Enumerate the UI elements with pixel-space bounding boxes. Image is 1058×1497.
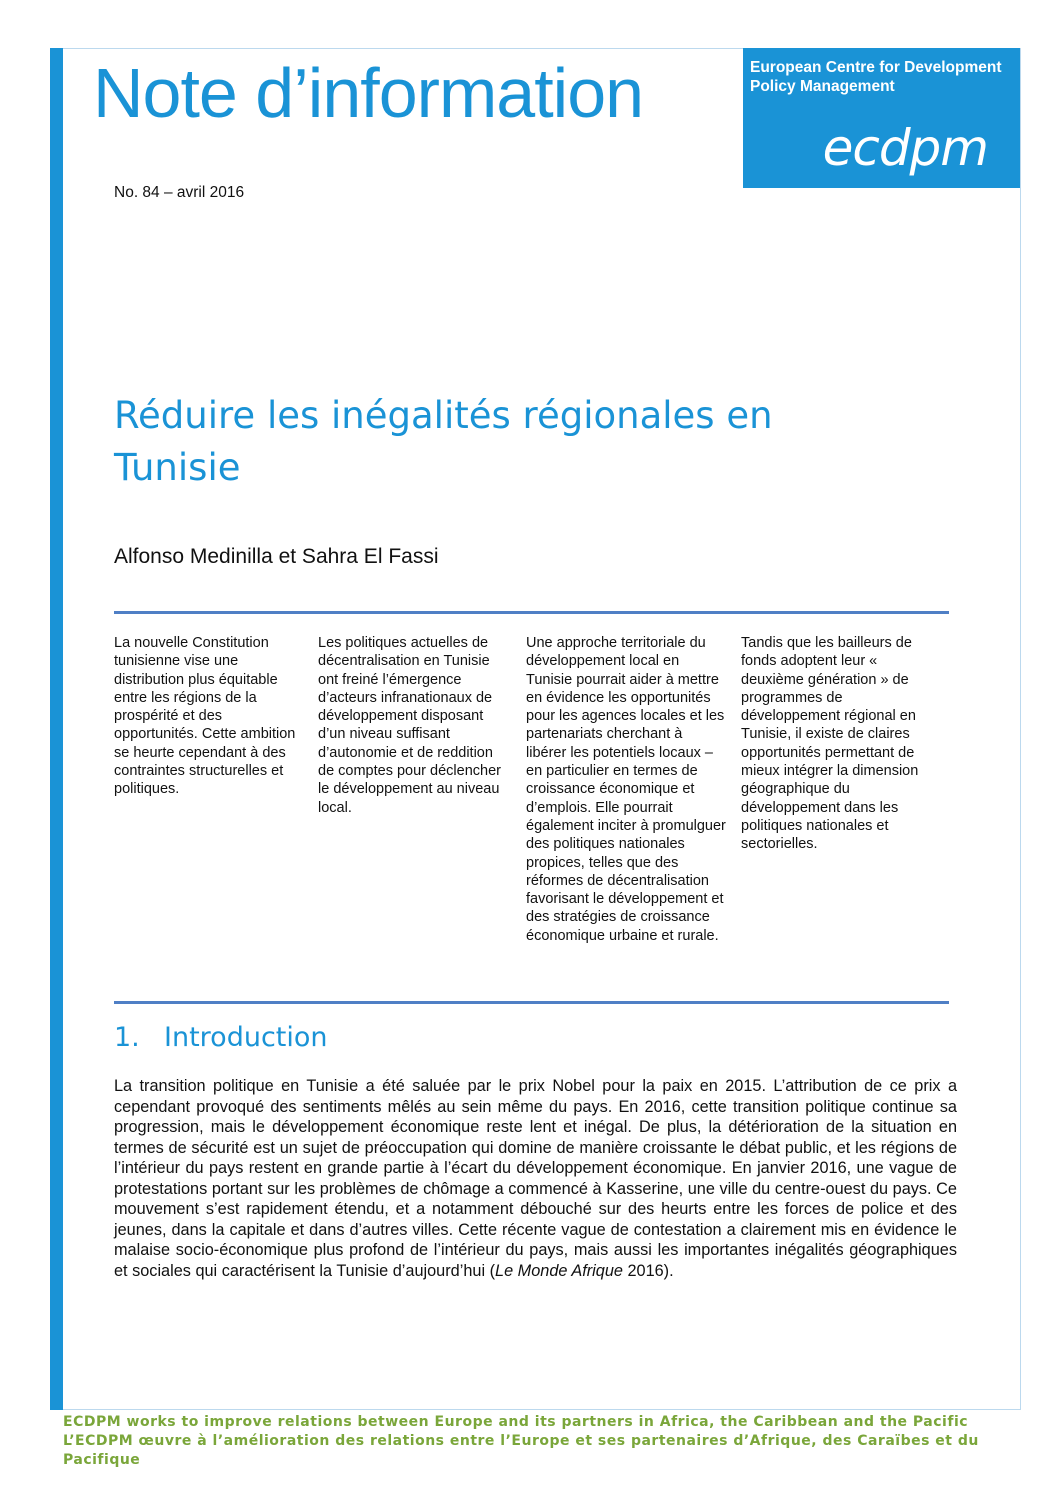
section-body-paragraph bbox=[114, 1076, 957, 1281]
logo-org-name bbox=[750, 58, 1002, 96]
masthead-title: Note d’information bbox=[93, 54, 644, 132]
page-frame-right bbox=[1020, 48, 1021, 1410]
body-text-end: 2016). bbox=[622, 1261, 674, 1280]
summary-column-4: Tandis que les bailleurs de fonds adoptent leur « deuxième génération » de programmes de développement régional en Tunisie, il existe de claires opportunités permettant de mieux intégrer la dimension géographique du développement dans les politiques nationales et sectorielles. bbox=[741, 635, 919, 853]
title-line2: Tunisie bbox=[114, 446, 241, 489]
ecdpm-logo-mark: ecdpm bbox=[822, 119, 988, 177]
body-citation: Le Monde Afrique bbox=[495, 1261, 623, 1280]
issue-number: No. 84 – avril 2016 bbox=[114, 184, 245, 201]
section-number: 1. bbox=[114, 1022, 140, 1053]
ecdpm-logo-block bbox=[743, 48, 1020, 188]
footer-tagline: ECDPM works to improve relations between Europe and its partners in Africa, the Caribbean and the Pacific L’ECDPM œuvre à l’amélioration des relations entre l’Europe et ses partenaires d’Afrique, des Caraïbes et du Pacifique bbox=[63, 1414, 979, 1468]
summary-column-1: La nouvelle Constitution tunisienne vise une distribution plus équitable entre les régions de la prospérité et des opportunités. Cette ambition se heurte cependant à des contraintes structurelles et politiques. bbox=[114, 635, 296, 798]
section-title: Introduction bbox=[164, 1022, 328, 1053]
logo-org-line1: European Centre for Development bbox=[750, 59, 1002, 76]
summary-bottom-rule bbox=[114, 1001, 949, 1004]
document-title bbox=[114, 390, 954, 494]
summary-column-3: Une approche territoriale du développement local en Tunisie pourrait aider à mettre en évidence les opportunités pour les agences locales et les partenariats cherchant à libérer les potentiels locaux – en particulier en termes de croissance économique et d’emplois. Elle pourrait également inciter à promulguer des politiques nationales propices, telles que des réformes de décentralisation favorisant le développement et des stratégies de croissance économique urbaine et rurale. bbox=[526, 635, 726, 944]
summary-column-2: Les politiques actuelles de décentralisation en Tunisie ont freiné l’émergence d’acteurs infranationaux de développement disposant d’un niveau suffisant d’autonomie et de reddition de comptes pour déclencher le développement au niveau local. bbox=[318, 635, 501, 816]
section-heading bbox=[114, 1022, 328, 1053]
logo-org-line2: Policy Management bbox=[750, 78, 895, 95]
body-text: La transition politique en Tunisie a été saluée par le prix Nobel pour la paix en 2015. L’attribution de ce prix a cependant provoqué des sentiments mêlés au sein même du pays. En 2016, cette transition politique continue sa progression, mais le développement économique reste lent et inégal. De plus, la détérioration de la situation en termes de sécurité est un sujet de préoccupation qui domine de manière croissante le débat public, et les régions de l’intérieur du pays restent en grande partie à l’écart du développement économique. En janvier 2016, une vague de protestations portant sur les problèmes de chômage a commencé à Kasserine, une ville du centre-ouest du pays. Ce mouvement s’est rapidement étendu, et a notamment débouché sur des heurts entre les forces de police et des jeunes, dans la capitale et dans d’autres villes. Cette récente vague de contestation a clairement mis en évidence le malaise socio-économique plus profond de l’intérieur du pays, mais aussi les importantes inégalités géographiques et sociales qui caractérisent la Tunisie d’aujourd’hui ( bbox=[114, 1077, 957, 1280]
title-line1: Réduire les inégalités régionales en bbox=[114, 394, 773, 437]
page-frame-bottom bbox=[63, 1409, 1021, 1410]
authors: Alfonso Medinilla et Sahra El Fassi bbox=[114, 545, 439, 568]
page-frame-left-bar bbox=[50, 48, 63, 1410]
summary-top-rule bbox=[114, 611, 949, 614]
